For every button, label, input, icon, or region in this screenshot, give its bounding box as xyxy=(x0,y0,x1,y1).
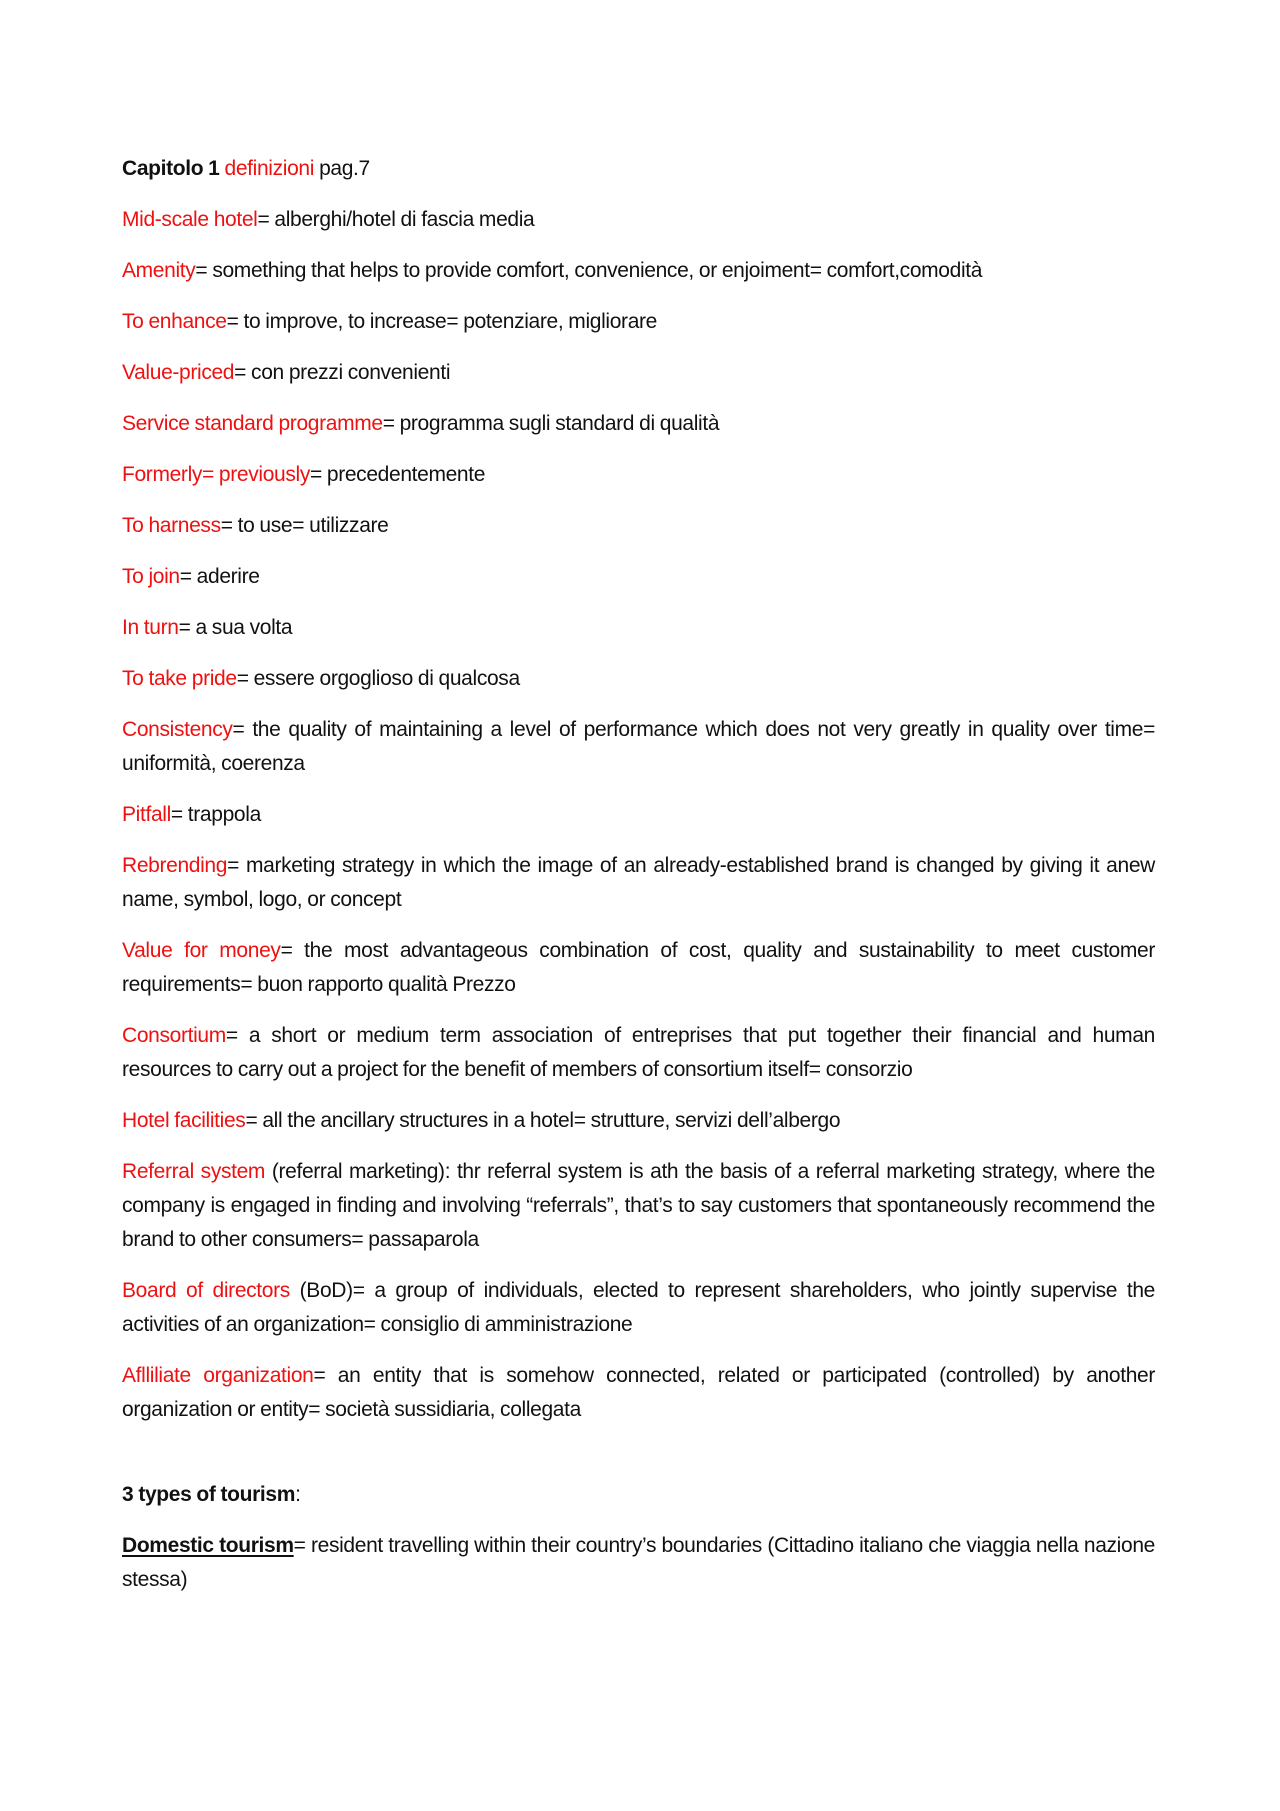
definition-term: Consortium xyxy=(122,1024,226,1047)
definition-text: = con prezzi convenienti xyxy=(234,361,451,384)
definitions-list xyxy=(122,203,1155,1427)
section-spacer xyxy=(122,1444,1155,1478)
definition-item xyxy=(122,407,1155,441)
definition-term: Formerly= previously xyxy=(122,463,310,486)
definition-item xyxy=(122,1155,1155,1257)
definition-term: To join xyxy=(122,565,180,588)
definition-item xyxy=(122,611,1155,645)
tourism-types-list xyxy=(122,1529,1155,1597)
definition-item xyxy=(122,1274,1155,1342)
definition-text: (referral marketing): thr referral system is ath the basis of a referral marketing strategy, where the company is engaged in finding and involving “referrals”, that’s to say customers that spontaneously recommend the brand to other consumers= passaparola xyxy=(122,1160,1155,1251)
tourism-type-term: Domestic tourism xyxy=(122,1534,294,1557)
definition-item xyxy=(122,798,1155,832)
definition-term: Value for money xyxy=(122,939,281,962)
definition-text: (BoD)= a group of individuals, elected to represent shareholders, who jointly supervise the activities of an organization= consiglio di amministrazione xyxy=(122,1279,1155,1336)
definition-item xyxy=(122,509,1155,543)
definition-item xyxy=(122,662,1155,696)
definition-term: Rebrending xyxy=(122,854,228,877)
definition-text: = trappola xyxy=(170,803,261,826)
section-heading-bold: 3 types of tourism xyxy=(122,1483,296,1506)
definition-text: = the most advantageous combination of cost, quality and sustainability to meet customer requirements= buon rapporto qualità Prezzo xyxy=(122,939,1156,996)
definition-item xyxy=(122,356,1155,390)
definition-item xyxy=(122,713,1155,781)
definition-item xyxy=(122,560,1155,594)
chapter-heading xyxy=(122,152,1155,186)
definition-text: = a sua volta xyxy=(178,616,293,639)
definition-term: Service standard programme xyxy=(122,412,383,435)
definition-text: = to improve, to increase= potenziare, migliorare xyxy=(226,310,658,333)
definition-term: To enhance xyxy=(122,310,227,333)
definition-item xyxy=(122,849,1155,917)
chapter-heading-page: pag.7 xyxy=(319,157,370,180)
definition-term: Amenity xyxy=(122,259,196,282)
definition-item xyxy=(122,203,1155,237)
definition-term: Consistency xyxy=(122,718,233,741)
definition-term: To take pride xyxy=(122,667,237,690)
definition-term: Aflliliate organization xyxy=(122,1364,314,1387)
definition-term: Value-priced xyxy=(122,361,235,384)
definition-item xyxy=(122,934,1155,1002)
definition-text: = essere orgoglioso di qualcosa xyxy=(236,667,520,690)
definition-text: = programma sugli standard di qualità xyxy=(382,412,720,435)
definition-text: = precedentemente xyxy=(309,463,486,486)
definition-item xyxy=(122,254,1155,288)
definition-text: = alberghi/hotel di fascia media xyxy=(257,208,535,231)
definition-term: Referral system xyxy=(122,1160,266,1183)
definition-item xyxy=(122,1019,1155,1087)
definition-text: = an entity that is somehow connected, related or participated (controlled) by another organization or entity= società sussidiaria, collegata xyxy=(122,1364,1155,1421)
definition-item xyxy=(122,458,1155,492)
definition-text: = to use= utilizzare xyxy=(220,514,389,537)
definition-term: In turn xyxy=(122,616,179,639)
definition-term: Mid-scale hotel xyxy=(122,208,258,231)
definition-text: = something that helps to provide comfort, convenience, or enjoiment= comfort,comodità xyxy=(195,259,983,282)
definition-text: = all the ancillary structures in a hotel= strutture, servizi dell’albergo xyxy=(245,1109,841,1132)
definition-item xyxy=(122,1359,1155,1427)
definition-term: Hotel facilities xyxy=(122,1109,246,1132)
definition-text: = marketing strategy in which the image of an already-established brand is changed by giving it anew name, symbol, logo, or concept xyxy=(122,854,1155,911)
definition-text: = the quality of maintaining a level of performance which does not very greatly in quality over time= uniformità, coerenza xyxy=(122,718,1155,775)
chapter-heading-bold: Capitolo 1 xyxy=(122,157,220,180)
section-heading-colon: : xyxy=(295,1483,301,1506)
section-heading xyxy=(122,1478,1155,1512)
document-page xyxy=(122,152,1155,1614)
definition-term: Pitfall xyxy=(122,803,171,826)
definition-text: = a short or medium term association of entreprises that put together their financial and human resources to carry out a project for the benefit of members of consortium itself= consorzio xyxy=(122,1024,1155,1081)
definition-term: To harness xyxy=(122,514,221,537)
definition-item xyxy=(122,305,1155,339)
chapter-heading-red: definizioni xyxy=(224,157,315,180)
tourism-type-item xyxy=(122,1529,1155,1597)
definition-term: Board of directors xyxy=(122,1279,290,1302)
definition-text: = aderire xyxy=(179,565,260,588)
tourism-type-text: = resident travelling within their country’s boundaries (Cittadino italiano che viaggia nella nazione stessa) xyxy=(122,1534,1155,1591)
definition-item xyxy=(122,1104,1155,1138)
